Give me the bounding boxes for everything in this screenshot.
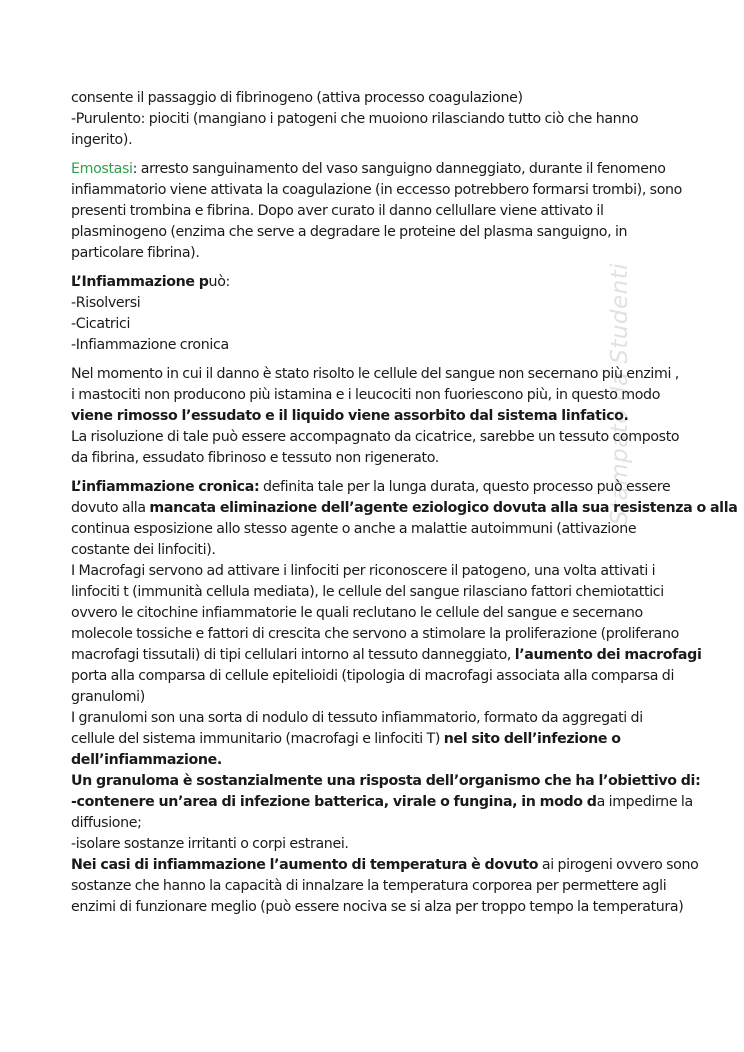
text-line bbox=[71, 729, 681, 750]
text-span: macrofagi tissutali) di tipi cellulari intorno al tessuto danneggiato, bbox=[71, 647, 515, 663]
list-item bbox=[71, 792, 693, 813]
text-span: a impedirne la bbox=[596, 794, 693, 810]
bold-span: Nei casi di infiammazione l’aumento di temperatura è dovuto bbox=[71, 857, 539, 873]
text-line: infiammatorio viene attivata la coagulazione (in eccesso potrebbero formarsi trombi), sono bbox=[71, 182, 683, 198]
text-line bbox=[71, 272, 681, 293]
text-span: ò: bbox=[217, 274, 230, 290]
text-line: consente il passaggio di fibrinogeno (attiva processo coagulazione) bbox=[71, 90, 523, 106]
bold-span: nel sito dell’infezione o bbox=[443, 731, 621, 747]
text-line bbox=[71, 645, 702, 666]
watermark: Stampato da Studenti bbox=[607, 262, 633, 525]
text-line: La risoluzione di tale può essere accompagnato da cicatrice, sarebbe un tessuto composto bbox=[71, 429, 680, 445]
text-line: plasminogeno (enzima che serve a degradare le proteine del plasma sanguigno, in bbox=[71, 224, 628, 240]
text-line: continua esposizione allo stesso agente o anche a malattie autoimmuni (attivazione bbox=[71, 521, 637, 537]
text-line: granulomi) bbox=[71, 689, 145, 705]
bold-span: L’Infiammazione p bbox=[71, 274, 209, 290]
text-line: costante dei linfociti). bbox=[71, 542, 216, 558]
bold-span: Un granuloma è sostanzialmente una risposta dell’organismo che ha l’obiettivo di: bbox=[71, 773, 701, 789]
bold-span: L’infiammazione cronica: bbox=[71, 479, 260, 495]
text-line bbox=[71, 498, 738, 519]
text-span: ai pirogeni ovvero sono bbox=[538, 857, 699, 873]
text-span: dovuto alla bbox=[71, 500, 150, 516]
text-line: I Macrofagi servono ad attivare i linfociti per riconoscere il patogeno, una volta attivati i bbox=[71, 563, 656, 579]
text-span: : arresto sanguinamento del vaso sanguigno danneggiato, durante il fenomeno bbox=[132, 161, 666, 177]
text-span: u bbox=[208, 274, 218, 290]
text-span: definita tale per la lunga durata, questo processo può essere bbox=[259, 479, 671, 495]
paragraph-essudato bbox=[71, 88, 681, 151]
paragraph-esiti-infiammazione bbox=[71, 272, 681, 356]
text-line: porta alla comparsa di cellule epitelioidi (tipologia di macrofagi associata alla comparsa di bbox=[71, 668, 675, 684]
text-line: I granulomi son una sorta di nodulo di tessuto infiammatorio, formato da aggregati di bbox=[71, 710, 643, 726]
bold-span: viene rimosso l’essudato e il liquido viene assorbito dal sistema linfatico. bbox=[71, 408, 629, 424]
bold-span: l’aumento dei macrofagi bbox=[514, 647, 702, 663]
text-line: linfociti t (immunità cellula mediata), le cellule del sangue rilasciano fattori chemiotattici bbox=[71, 584, 664, 600]
paragraph-emostasi bbox=[71, 159, 681, 264]
list-item: -isolare sostanze irritanti o corpi estranei. bbox=[71, 836, 349, 852]
text-line: diffusione; bbox=[71, 815, 142, 831]
text-line: da fibrina, essudato fibrinoso e tessuto non rigenerato. bbox=[71, 450, 439, 466]
document-page bbox=[71, 88, 738, 926]
paragraph-risoluzione bbox=[71, 364, 681, 469]
text-line bbox=[71, 750, 681, 771]
bold-span: -contenere un’area di infezione batterica, virale o fungina, in modo d bbox=[71, 794, 597, 810]
text-line: molecole tossiche e fattori di crescita che servono a stimolare la proliferazione (proliferano bbox=[71, 626, 679, 642]
text-line: sostanze che hanno la capacità di innalzare la temperatura corporea per permettere agli bbox=[71, 878, 667, 894]
paragraph-infiammazione-cronica bbox=[71, 477, 738, 918]
list-item: -Cicatrici bbox=[71, 316, 131, 332]
text-line: enzimi di funzionare meglio (può essere nociva se si alza per troppo tempo la temperatura) bbox=[71, 899, 684, 915]
text-line: ovvero le citochine infiammatorie le quali reclutano le cellule del sangue e secernano bbox=[71, 605, 643, 621]
text-line: ingerito). bbox=[71, 132, 133, 148]
list-item: -Infiammazione cronica bbox=[71, 337, 229, 353]
text-line: particolare fibrina). bbox=[71, 245, 200, 261]
text-line bbox=[71, 855, 699, 876]
term-emostasi: Emostasi bbox=[71, 161, 133, 177]
bold-span: dell’infiammazione. bbox=[71, 752, 222, 768]
list-item: -Risolversi bbox=[71, 295, 141, 311]
text-line bbox=[71, 159, 681, 180]
text-line: i mastociti non producono più istamina e i leucociti non fuoriescono più, in questo modo bbox=[71, 387, 661, 403]
bold-span: mancata eliminazione dell’agente eziologico dovuta alla sua resistenza o alla bbox=[149, 500, 738, 516]
text-line bbox=[71, 406, 681, 427]
text-line: Nel momento in cui il danno è stato risolto le cellule del sangue non secernano più enzimi , bbox=[71, 366, 679, 382]
text-line: -Purulento: piociti (mangiano i patogeni che muoiono rilasciando tutto ciò che hanno bbox=[71, 111, 639, 127]
text-line: presenti trombina e fibrina. Dopo aver curato il danno cellullare viene attivato il bbox=[71, 203, 604, 219]
text-span: cellule del sistema immunitario (macrofagi e linfociti T) bbox=[71, 731, 444, 747]
text-line bbox=[71, 477, 681, 498]
text-line bbox=[71, 771, 701, 792]
